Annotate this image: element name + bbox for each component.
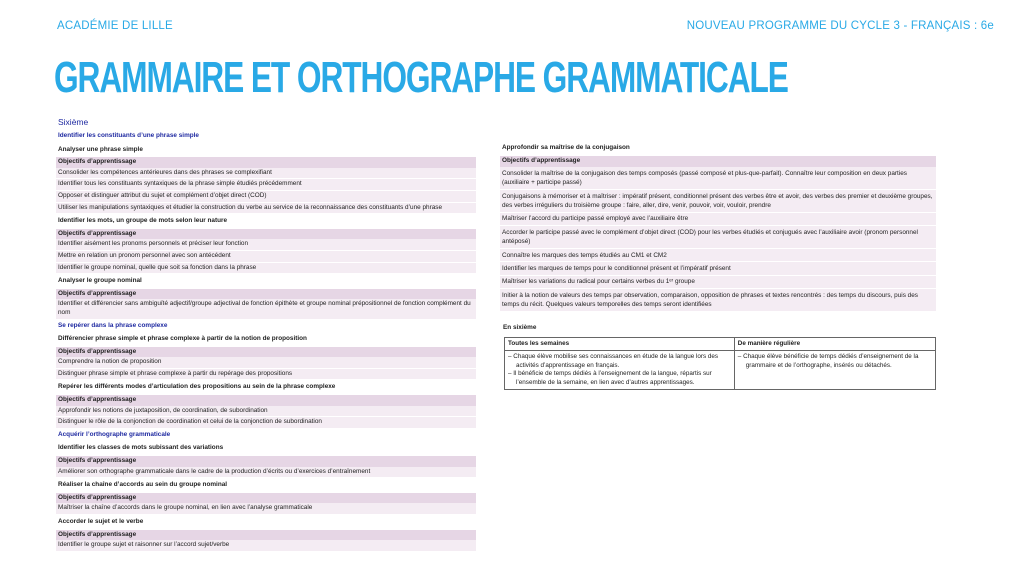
level-label: Sixième <box>58 117 89 127</box>
subsection-heading: Différencier phrase simple et phrase complexe à partir de la notion de proposition <box>58 335 307 343</box>
objectives-header: Objectifs d’apprentissage <box>56 229 476 240</box>
section-heading: Acquérir l’orthographe grammaticale <box>58 430 171 438</box>
list-item: – Chaque élève mobilise ses connaissances en étude de la langue lors des activités d’apprentissage en français. <box>508 353 731 370</box>
objectives-header: Objectifs d’apprentissage <box>56 289 476 300</box>
section-heading: Identifier les constituants d’une phrase simple <box>58 132 199 139</box>
subsection-heading: Analyser une phrase simple <box>58 145 143 153</box>
objective-row: Identifier le groupe sujet et raisonner sur l’accord sujet/verbe <box>56 540 476 552</box>
right-column <box>500 141 936 312</box>
subsection-heading: Repérer les différents modes d’articulation des propositions au sein de la phrase complexe <box>58 383 336 391</box>
table-header-weekly: Toutes les semaines <box>505 338 735 351</box>
subsection-heading: Réaliser la chaîne d’accords au sein du groupe nominal <box>58 481 228 489</box>
objective-row: Comprendre la notion de proposition <box>56 357 476 369</box>
subsection-heading: Identifier les classes de mots subissant des variations <box>58 444 224 452</box>
objective-row: Opposer et distinguer attribut du sujet et complément d’objet direct (COD) <box>56 191 476 203</box>
objective-row: Maîtriser la chaîne d’accords dans le groupe nominal, en lien avec l’analyse grammaticale <box>56 503 476 515</box>
objective-row: Consolider les compétences antérieures dans des phrases se complexifiant <box>56 168 476 180</box>
objectives-header: Objectifs d’apprentissage <box>56 530 476 541</box>
objectives-header: Objectifs d’apprentissage <box>56 493 476 504</box>
en-sixieme-label: En sixième <box>503 324 537 331</box>
section-heading: Se repérer dans la phrase complexe <box>58 321 168 329</box>
list-item: – Il bénéficie de temps dédiés à l’enseignement de la langue, répartis sur l’ensemble de la semaine, en lien avec d’autres apprentissages. <box>508 370 731 387</box>
objective-row: Identifier aisément les pronoms personnels et préciser leur fonction <box>56 239 476 251</box>
objective-row: Distinguer le rôle de la conjonction de coordination et celui de la conjonction de subordination <box>56 417 476 429</box>
objective-row: Connaître les marques des temps étudiés au CM1 et CM2 <box>500 249 936 262</box>
objectives-header: Objectifs d’apprentissage <box>56 347 476 358</box>
subsection-heading: Identifier les mots, un groupe de mots selon leur nature <box>58 217 228 225</box>
objective-row: Accorder le participe passé avec le complément d’objet direct (COD) pour les verbes étudiés et conjugués avec l’auxiliaire avoir (pronom personnel antéposé) <box>500 226 936 249</box>
objective-row: Conjugaisons à mémoriser et à maîtriser : impératif présent, conditionnel présent des verbes être et avoir, des verbes des premier et deuxième groupes, des verbes irréguliers du troisième groupe : faire, aller, dire, venir, pouvoir, voir, vouloir, prendre <box>500 190 936 213</box>
list-item: – Chaque élève bénéficie de temps dédiés d’enseignement de la grammaire et de l’orthographe, insérés ou détachés. <box>738 353 932 370</box>
objective-row: Mettre en relation un pronom personnel avec son antécédent <box>56 251 476 263</box>
objective-row: Identifier tous les constituants syntaxiques de la phrase simple étudiés précédemment <box>56 179 476 191</box>
objective-row: Distinguer phrase simple et phrase complexe à partir du repérage des propositions <box>56 369 476 381</box>
schedule-table <box>504 337 936 390</box>
objective-row: Initier à la notion de valeurs des temps par observation, comparaison, opposition de phrases et textes rencontrés : des temps du discours, puis des temps du récit. Quelques valeurs temporelles des temps seront identifiées <box>500 289 936 312</box>
page-title: GRAMMAIRE ET ORTHOGRAPHE GRAMMATICALE <box>54 53 788 102</box>
academy-label: ACADÉMIE DE LILLE <box>57 20 173 32</box>
table-header-regular: De manière régulière <box>734 338 935 351</box>
objective-row: Consolider la maîtrise de la conjugaison des temps composés (passé composé et plus-que-parfait). Connaître leur composition en deux parties (auxiliaire + participe passé) <box>500 167 936 190</box>
objectives-header: Objectifs d’apprentissage <box>500 156 936 168</box>
objectives-header: Objectifs d’apprentissage <box>56 157 476 168</box>
objective-row: Identifier et différencier sans ambiguïté adjectif/groupe adjectival de fonction épithète et groupe nominal prépositionnel de fonction complément du nom <box>56 299 476 319</box>
table-cell-weekly <box>505 351 735 390</box>
objective-row: Approfondir les notions de juxtaposition, de coordination, de subordination <box>56 406 476 418</box>
table-cell-regular <box>734 351 935 390</box>
objectives-header: Objectifs d’apprentissage <box>56 395 476 406</box>
program-label: NOUVEAU PROGRAMME DU CYCLE 3 - FRANÇAIS : 6e <box>686 20 994 32</box>
objectives-header: Objectifs d’apprentissage <box>56 456 476 467</box>
objective-row: Maîtriser les variations du radical pour certains verbes du 1ᵉʳ groupe <box>500 276 936 289</box>
left-column <box>56 130 476 552</box>
objective-row: Identifier les marques de temps pour le conditionnel présent et l’impératif présent <box>500 262 936 275</box>
objective-row: Utiliser les manipulations syntaxiques et étudier la construction du verbe au service de la reconnaissance des constituants d’une phrase <box>56 203 476 215</box>
subsection-heading: Analyser le groupe nominal <box>58 277 142 285</box>
objective-row: Identifier le groupe nominal, quelle que soit sa fonction dans la phrase <box>56 263 476 275</box>
subsection-heading: Accorder le sujet et le verbe <box>58 518 144 525</box>
subsection-heading: Approfondir sa maîtrise de la conjugaison <box>502 144 630 151</box>
objective-row: Maîtriser l’accord du participe passé employé avec l’auxiliaire être <box>500 213 936 226</box>
objective-row: Améliorer son orthographe grammaticale dans le cadre de la production d’écrits ou d’exercices d’entraînement <box>56 467 476 479</box>
